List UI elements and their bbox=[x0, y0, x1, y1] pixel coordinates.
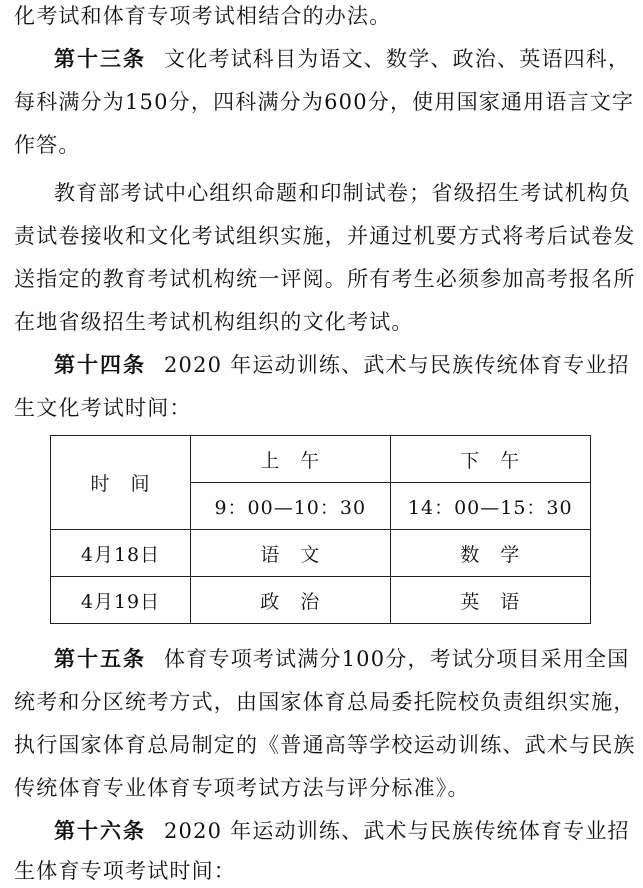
exam-schedule-table bbox=[50, 435, 591, 624]
morning-time-cell: 9：00—10：30 bbox=[191, 483, 390, 530]
table-row bbox=[51, 530, 591, 577]
article-15-line bbox=[54, 645, 632, 673]
article-13-line bbox=[54, 45, 632, 73]
text-line: 化考试和体育专项考试相结合的办法。 bbox=[14, 4, 392, 28]
date-cell: 4月18日 bbox=[51, 530, 191, 577]
text-line: 作答。 bbox=[14, 133, 81, 157]
date-cell: 4月19日 bbox=[51, 577, 191, 624]
text-line: 每科满分为150分，四科满分为600分，使用国家通用语言文字 bbox=[14, 90, 635, 114]
subject-cell: 政 治 bbox=[191, 577, 390, 624]
afternoon-header-cell: 下 午 bbox=[390, 436, 591, 483]
morning-header-cell: 上 午 bbox=[191, 436, 390, 483]
text-line: 文化考试科目为语文、数学、政治、英语四科， bbox=[164, 47, 631, 71]
article-16-line bbox=[54, 817, 632, 845]
article-16-title: 第十六条 bbox=[54, 819, 146, 843]
text-line: 教育部考试中心组织命题和印制试卷；省级招生考试机构负 bbox=[54, 181, 632, 205]
article-14-line bbox=[54, 351, 632, 379]
text-line: 在地省级招生考试机构组织的文化考试。 bbox=[14, 310, 414, 334]
text-line: 送指定的教育考试机构统一评阅。所有考生必须参加高考报名所 bbox=[14, 267, 636, 291]
afternoon-time-cell: 14：00—15：30 bbox=[390, 483, 591, 530]
text-line: 执行国家体育总局制定的《普通高等学校运动训练、武术与民族 bbox=[14, 733, 636, 757]
text-line: 生体育专项考试时间： bbox=[14, 859, 236, 883]
subject-cell: 英 语 bbox=[390, 577, 591, 624]
table-row bbox=[51, 577, 591, 624]
text-line: 2020 年运动训练、武术与民族传统体育专业招 bbox=[164, 819, 630, 843]
subject-cell: 数 学 bbox=[390, 530, 591, 577]
text-line: 生文化考试时间： bbox=[14, 396, 192, 420]
time-header-cell: 时 间 bbox=[51, 436, 191, 530]
article-14-title: 第十四条 bbox=[54, 353, 146, 377]
text-line: 统考和分区统考方式，由国家体育总局委托院校负责组织实施， bbox=[14, 690, 636, 714]
article-13-title: 第十三条 bbox=[54, 47, 146, 71]
text-line: 责试卷接收和文化考试组织实施，并通过机要方式将考后试卷发 bbox=[14, 224, 636, 248]
text-line: 传统体育专业体育专项考试方法与评分标准》。 bbox=[14, 776, 470, 800]
article-15-title: 第十五条 bbox=[54, 647, 146, 671]
subject-cell: 语 文 bbox=[191, 530, 390, 577]
text-line: 2020 年运动训练、武术与民族传统体育专业招 bbox=[164, 353, 630, 377]
text-line: 体育专项考试满分100分，考试分项目采用全国 bbox=[164, 647, 630, 671]
